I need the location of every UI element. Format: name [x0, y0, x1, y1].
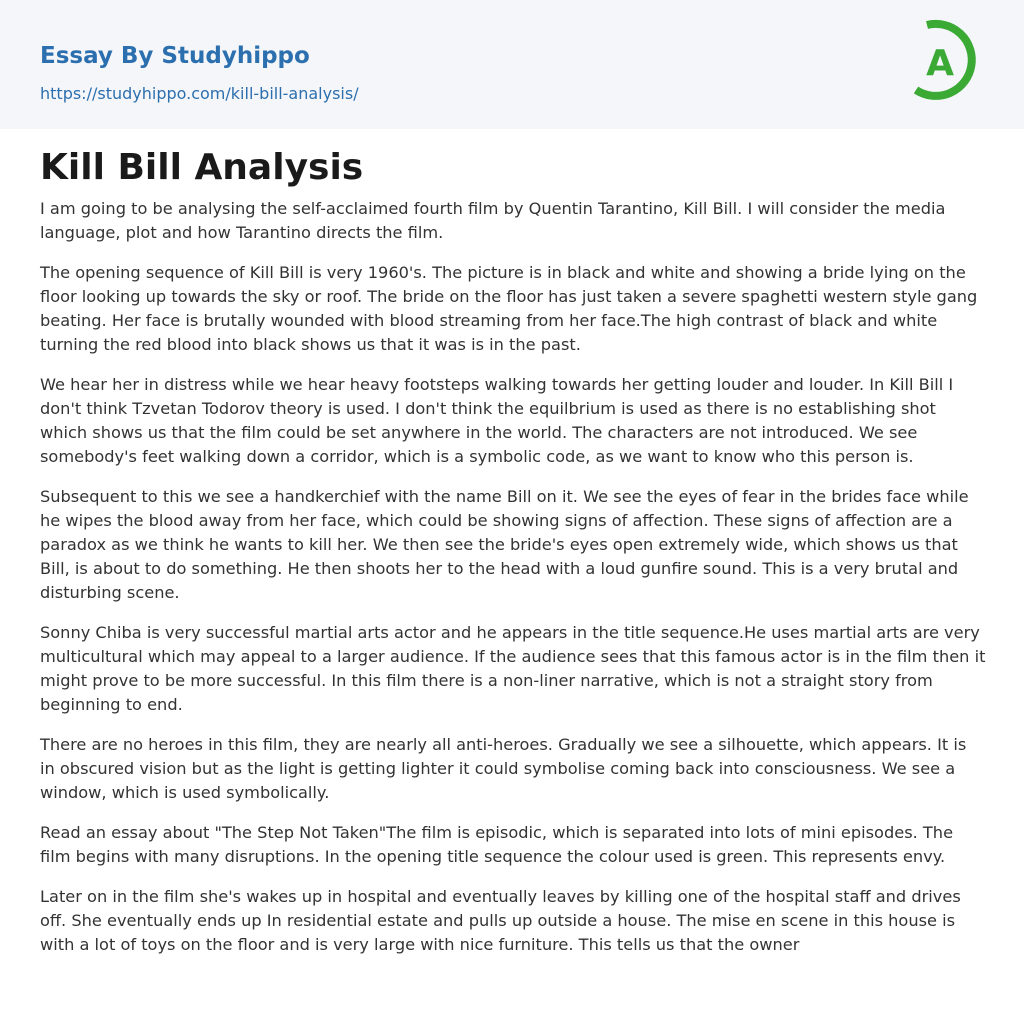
- essay-url-link[interactable]: https://studyhippo.com/kill-bill-analysis/: [40, 84, 359, 103]
- essay-paragraph: I am going to be analysing the self-acclaimed fourth film by Quentin Tarantino, Kill Bill. I will consider the media language, plot and how Tarantino directs the film.: [40, 199, 946, 242]
- essay-paragraph: Later on in the film she's wakes up in hospital and eventually leaves by killing one of the hospital staff and drives off. She eventually ends up In residential estate and pulls up outside a house. The mise en scene in this house is with a lot of toys on the floor and is very large with nice furniture. This tells us that the owner: [40, 887, 961, 954]
- essay-paragraph: We hear her in distress while we hear heavy footsteps walking towards her getting louder and louder. In Kill Bill I don't think Tzvetan Todorov theory is used. I don't think the equilbrium is used as there is no establishing shot which shows us that the film could be set anywhere in the world. The characters are not introduced. We see somebody's feet walking down a corridor, which is a symbolic code, as we want to know who this person is.: [40, 375, 954, 466]
- essay-paragraph: Sonny Chiba is very successful martial arts actor and he appears in the title sequence.He uses martial arts are very multicultural which may appeal to a larger audience. If the audience sees that this famous actor is in the film then it might prove to be more successful. In this film there is a non-liner narrative, which is not a straight story from beginning to end.: [40, 623, 986, 714]
- site-header: [0, 0, 1024, 129]
- essay-paragraph: The opening sequence of Kill Bill is very 1960's. The picture is in black and white and showing a bride lying on the floor looking up towards the sky or roof. The bride on the floor has just taken a severe spaghetti western style gang beating. Her face is brutally wounded with blood streaming from her face.The high contrast of black and white turning the red blood into black shows us that it was is in the past.: [40, 263, 978, 354]
- page-title: Kill Bill Analysis: [40, 147, 364, 188]
- studyhippo-logo-icon[interactable]: [910, 18, 988, 106]
- site-brand[interactable]: Essay By Studyhippo: [40, 43, 310, 69]
- essay-paragraph: Subsequent to this we see a handkerchief with the name Bill on it. We see the eyes of fear in the brides face while he wipes the blood away from her face, which could be showing signs of affection. These signs of affection are a paradox as we think he wants to kill her. We then see the bride's eyes open extremely wide, which shows us that Bill, is about to do something. He then shoots her to the head with a loud gunfire sound. This is a very brutal and disturbing scene.: [40, 487, 969, 602]
- essay-paragraph: Read an essay about "The Step Not Taken"The film is episodic, which is separated into lots of mini episodes. The film begins with many disruptions. In the opening title sequence the colour used is green. This represents envy.: [40, 823, 954, 866]
- essay-content: [40, 147, 986, 973]
- logo-letter: A: [926, 43, 954, 84]
- essay-paragraph: There are no heroes in this film, they are nearly all anti-heroes. Gradually we see a silhouette, which appears. It is in obscured vision but as the light is getting lighter it could symbolise coming back into consciousness. We see a window, which is used symbolically.: [40, 735, 967, 802]
